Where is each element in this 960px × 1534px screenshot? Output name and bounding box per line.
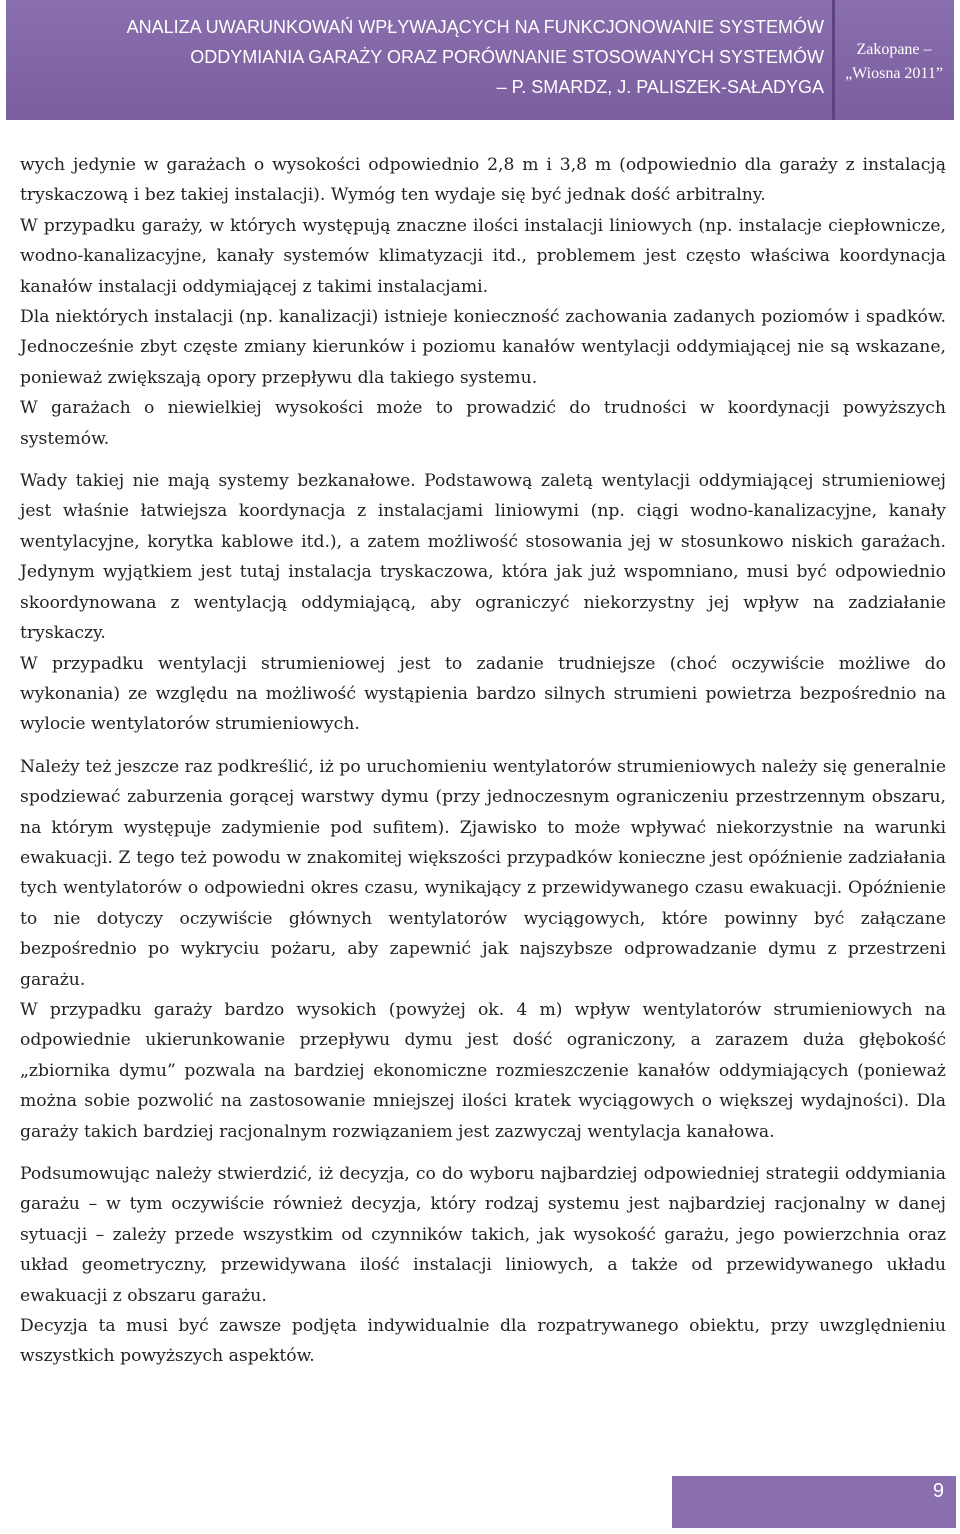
header-event-place: Zakopane – [856, 41, 932, 58]
paragraph: Dla niektórych instalacji (np. kanalizacji) istnieje konieczność zachowania zadanych poziomów i spadków. Jednocześnie zbyt częste zmiany kierunków i poziomu kanałów wentylacji oddymiającej nie są wskazane, ponieważ zwiększają opory przepływu dla takiego systemu. [20, 307, 946, 388]
paragraph: W przypadku garaży bardzo wysokich (powyżej ok. 4 m) wpływ wentylatorów strumieniowych na odpowiednie ukierunkowanie przepływu dymu jest dość ograniczony, a zarazem duża głębokość „zbiornika dymu” pozwala na bardziej ekonomiczne rozmieszczenie kanałów oddymiających (ponieważ można sobie pozwolić na zastosowanie mniejszej ilości kratek wyciągowych o większej wydajności). Dla garaży takich bardziej racjonalnym rozwiązaniem jest zazwyczaj wentylacja kanałowa. [20, 999, 946, 1142]
page-header [6, 0, 954, 120]
paragraph: Decyzja ta musi być zawsze podjęta indywidualnie dla rozpatrywanego obiektu, przy uwzględnieniu wszystkich powyższych aspektów. [20, 1316, 946, 1367]
page-number: 9 [672, 1476, 956, 1528]
header-event-season: „Wiosna 2011” [845, 65, 943, 82]
header-event [840, 8, 948, 86]
paragraph: Należy też jeszcze raz podkreślić, iż po uruchomieniu wentylatorów strumieniowych należy się generalnie spodziewać zaburzenia gorącej warstwy dymu (przy jednoczesnym ograniczeniu przestrzennym obszaru, na którym występuje zadymienie pod sufitem). Zjawisko to może wpływać niekorzystnie na warunki ewakuacji. Z tego też powodu w znakomitej większości przypadków konieczne jest opóźnienie zadziałania tych wentylatorów o odpowiedni okres czasu, wynikający z przewidywanego czasu ewakuacji. Opóźnienie to nie dotyczy oczywiście głównych wentylatorów wyciągowych, które powinny być załączane bezpośrednio po wykryciu pożaru, aby zapewnić jak najszybsze odprowadzanie dymu z przestrzeni garażu. [20, 756, 946, 990]
paragraph: W garażach o niewielkiej wysokości może to prowadzić do trudności w koordynacji powyższych systemów. [20, 398, 946, 449]
header-divider [832, 0, 835, 120]
header-title-line-2: ODDYMIANIA GARAŻY ORAZ PORÓWNANIE STOSOWANYCH SYSTEMÓW [190, 47, 824, 67]
paragraph: W przypadku wentylacji strumieniowej jest to zadanie trudniejsze (choć oczywiście możliwe do wykonania) ze względu na możliwość wystąpienia bardzo silnych strumieni powietrza bezpośrednio na wylocie wentylatorów strumieniowych. [20, 653, 946, 735]
paragraph: Podsumowując należy stwierdzić, iż decyzja, co do wyboru najbardziej odpowiedniej strategii oddymiania garażu – w tym oczywiście również decyzja, który rodzaj systemu jest najbardziej racjonalny w danej sytuacji – zależy przede wszystkim od czynników takich, jak wysokość garażu, jego powierzchnia oraz układ geometryczny, przewidywana ilość instalacji liniowych, a także od przewidywanego układu ewakuacji z obszaru garażu. [20, 1164, 946, 1306]
paragraph: wych jedynie w garażach o wysokości odpowiednio 2,8 m i 3,8 m (odpowiednio dla garaży z instalacją tryskaczową i bez takiej instalacji). Wymóg ten wydaje się być jednak dość arbitralny. [20, 155, 946, 206]
header-title [14, 8, 824, 118]
paragraph: Wady takiej nie mają systemy bezkanałowe. Podstawową zaletą wentylacji oddymiającej strumieniowej jest właśnie łatwiejsza koordynacja z instalacjami liniowymi (np. ciągi wodno-kanalizacyjne, kanały wentylacyjne, korytka kablowe itd.), a zatem możliwość stosowania jej w stosunkowo niskich garażach. Jedynym wyjątkiem jest tutaj instalacja tryskaczowa, która jak już wspomniano, musi być odpowiednio skoordynowana z wentylacją oddymiającą, aby ograniczyć niekorzystny jej wpływ na zadziałanie tryskaczy. [20, 471, 946, 644]
header-title-line-1: ANALIZA UWARUNKOWAŃ WPŁYWAJĄCYCH NA FUNKCJONOWANIE SYSTEMÓW [126, 17, 824, 37]
header-authors: – P. SMARDZ, J. PALISZEK-SAŁADYGA [496, 77, 824, 97]
document-body [20, 150, 946, 1372]
paragraph: W przypadku garaży, w których występują znaczne ilości instalacji liniowych (np. instalacje ciepłownicze, wodno-kanalizacyjne, kanały systemów klimatyzacji itd., problemem jest często właściwa koordynacja kanałów instalacji oddymiającej z takimi instalacjami. [20, 215, 946, 297]
